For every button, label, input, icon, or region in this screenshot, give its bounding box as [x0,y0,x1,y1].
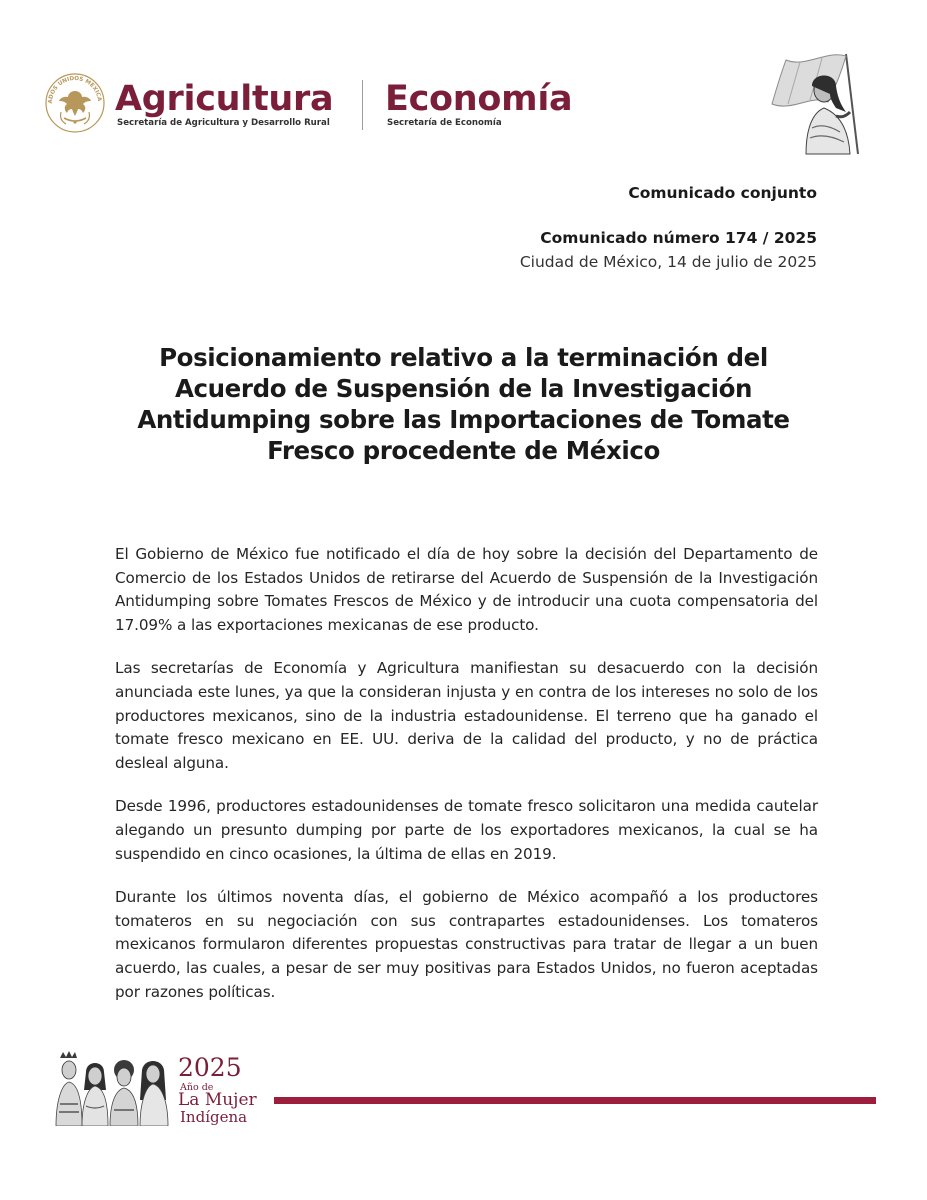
seal-text: ADOS UNIDOS MEXICA [47,75,102,104]
footer-indigena: Indígena [180,1108,248,1126]
agricultura-subtitle: Secretaría de Agricultura y Desarrollo Rural [117,118,330,128]
title-line: Fresco procedente de México [267,436,660,465]
paragraph: El Gobierno de México fue notificado el día de hoy sobre la decisión del Departamento de Comercio de los Estados Unidos de retirarse del Acuerdo de Suspensión de la Investigación Antidumping sobre Tomates Frescos de México y de introducir una cuota compensatoria del 17.09% a las exportaciones mexicanas de ese producto. [115,545,818,634]
document-title [100,342,827,466]
paragraph: Las secretarías de Economía y Agricultura manifiestan su desacuerdo con la decisión anunciada este lunes, ya que la consideran injusta y en contra de los intereses no solo de los productores mexicanos, sino de la industria estadounidense. El terreno que ha ganado el tomate fresco mexicano en EE. UU. deriva de la calidad del producto, y no de práctica desleal alguna. [115,659,818,772]
footer-ano-de: Año de [180,1082,214,1093]
agricultura-title: Agricultura [115,79,334,119]
footer-la-mujer: La Mujer [178,1090,257,1110]
communique-type: Comunicado conjunto [628,184,817,202]
communique-date: Ciudad de México, 14 de julio de 2025 [519,253,817,271]
economia-title: Economía [385,79,573,119]
paragraph: Durante los últimos noventa días, el gobierno de México acompañó a los productores tomateros en su negociación con sus contrapartes estadounidenses. Los tomateros mexicanos formularon diferentes propuestas constructivas para tratar de llegar a un buen acuerdo, las cuales, a pesar de ser muy positivas para Estados Unidos, no fueron aceptadas por razones políticas. [115,888,818,1001]
title-line: Acuerdo de Suspensión de la Investigación [174,374,753,403]
footer-year: 2025 [178,1053,242,1082]
title-line: Antidumping sobre las Importaciones de Tomate [137,405,790,434]
mexico-coat-of-arms-icon [44,72,106,134]
indigenous-women-icon [52,1050,174,1126]
footer-divider-line [274,1097,876,1104]
body-text [115,543,818,1024]
paragraph: Desde 1996, productores estadounidenses de tomate fresco solicitaron una medida cautelar alegando un presunto dumping por parte de los exportadores mexicanos, la cual se ha suspendido en cinco ocasiones, la última de ellas en 2019. [115,797,818,863]
title-line: Posicionamiento relativo a la terminación del [159,343,768,372]
header-divider [362,80,363,130]
economia-subtitle: Secretaría de Economía [387,118,502,128]
woman-with-flag-icon [766,46,878,158]
communique-number: Comunicado número 174 / 2025 [540,229,817,247]
